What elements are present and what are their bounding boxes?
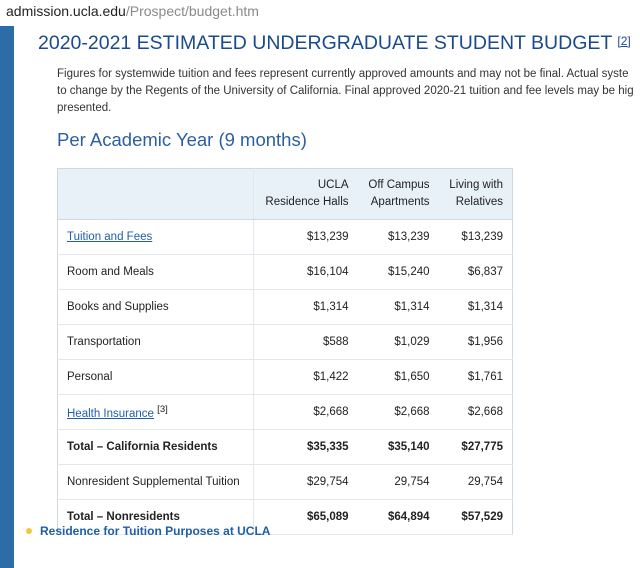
row-label: Books and Supplies — [58, 290, 254, 325]
cell-value: $13,239 — [358, 220, 439, 255]
cell-value: $13,239 — [439, 220, 513, 255]
header-residence-halls — [254, 169, 358, 220]
cell-value: $16,104 — [254, 255, 358, 290]
url-path: /Prospect/budget.htm — [125, 3, 259, 19]
row-label: Transportation — [58, 325, 254, 360]
intro-line-3: presented. — [57, 102, 112, 114]
cell-value: $27,775 — [439, 430, 513, 465]
row-label: Nonresident Supplemental Tuition — [58, 465, 254, 500]
table-header-row — [58, 169, 513, 220]
page-title-text: 2020-2021 ESTIMATED UNDERGRADUATE STUDENT BUDGET — [38, 32, 612, 54]
intro-line-1: Figures for systemwide tuition and fees represent currently approved amounts and may not be final. Actual syste — [57, 68, 629, 80]
intro-paragraph — [57, 66, 640, 117]
cell-value: $1,314 — [439, 290, 513, 325]
cell-value: $1,650 — [358, 360, 439, 395]
title-footnote-link[interactable]: [2] — [617, 34, 631, 48]
cell-value: $2,668 — [439, 395, 513, 430]
url-host: admission.ucla.edu — [6, 3, 126, 19]
section-heading: Per Academic Year (9 months) — [57, 129, 307, 150]
cell-value: 29,754 — [358, 465, 439, 500]
header-residence-line1: UCLA — [317, 179, 349, 191]
table-row — [58, 360, 513, 395]
cell-value: $13,239 — [254, 220, 358, 255]
table-row — [58, 325, 513, 360]
page-title — [38, 28, 640, 58]
cell-value: $65,089 — [254, 500, 358, 535]
cell-value: $6,837 — [439, 255, 513, 290]
cell-value: 29,754 — [439, 465, 513, 500]
row-label: Personal — [58, 360, 254, 395]
table-row — [58, 290, 513, 325]
header-relatives-line1: Living with — [449, 179, 503, 191]
address-bar[interactable] — [0, 0, 640, 26]
header-relatives-line2: Relatives — [455, 196, 503, 208]
title-footnote[interactable] — [617, 34, 630, 48]
tuition-fees-link[interactable]: Tuition and Fees — [67, 231, 153, 243]
cell-value: $64,894 — [358, 500, 439, 535]
cell-value: $588 — [254, 325, 358, 360]
cell-value: $1,761 — [439, 360, 513, 395]
header-blank — [58, 169, 254, 220]
cell-value: $2,668 — [358, 395, 439, 430]
row-label[interactable] — [58, 395, 254, 430]
table-row — [58, 255, 513, 290]
bullet-dot-icon — [26, 528, 32, 534]
table-row — [58, 220, 513, 255]
budget-table — [57, 168, 513, 535]
total-row — [58, 430, 513, 465]
main-content — [38, 28, 640, 523]
cell-value: $1,422 — [254, 360, 358, 395]
table-row — [58, 395, 513, 430]
cell-value: $15,240 — [358, 255, 439, 290]
row-label: Room and Meals — [58, 255, 254, 290]
header-offcampus-line2: Apartments — [370, 196, 430, 208]
cell-value: $35,140 — [358, 430, 439, 465]
header-residence-line2: Residence Halls — [265, 196, 349, 208]
row-label: Total – California Residents — [58, 430, 254, 465]
cell-value: $1,314 — [254, 290, 358, 325]
residence-link[interactable]: Residence for Tuition Purposes at UCLA — [40, 524, 271, 538]
table-row — [58, 465, 513, 500]
cell-value: $29,754 — [254, 465, 358, 500]
header-relatives — [439, 169, 513, 220]
left-accent-bar — [0, 26, 14, 568]
cell-value: $1,956 — [439, 325, 513, 360]
cell-value: $1,029 — [358, 325, 439, 360]
residence-link-item[interactable] — [26, 524, 270, 538]
health-footnote[interactable]: [3] — [157, 404, 168, 416]
cell-value: $1,314 — [358, 290, 439, 325]
health-insurance-text[interactable]: Health Insurance — [67, 407, 154, 420]
header-offcampus-line1: Off Campus — [368, 179, 430, 191]
intro-line-2: to change by the Regents of the University of California. Final approved 2020-21 tuition and fee levels may be hig — [57, 85, 634, 97]
cell-value: $2,668 — [254, 395, 358, 430]
row-label[interactable] — [58, 220, 254, 255]
cell-value: $57,529 — [439, 500, 513, 535]
header-off-campus — [358, 169, 439, 220]
row-label: Total – Nonresidents — [58, 500, 254, 535]
health-insurance-link[interactable] — [67, 408, 154, 420]
cell-value: $35,335 — [254, 430, 358, 465]
